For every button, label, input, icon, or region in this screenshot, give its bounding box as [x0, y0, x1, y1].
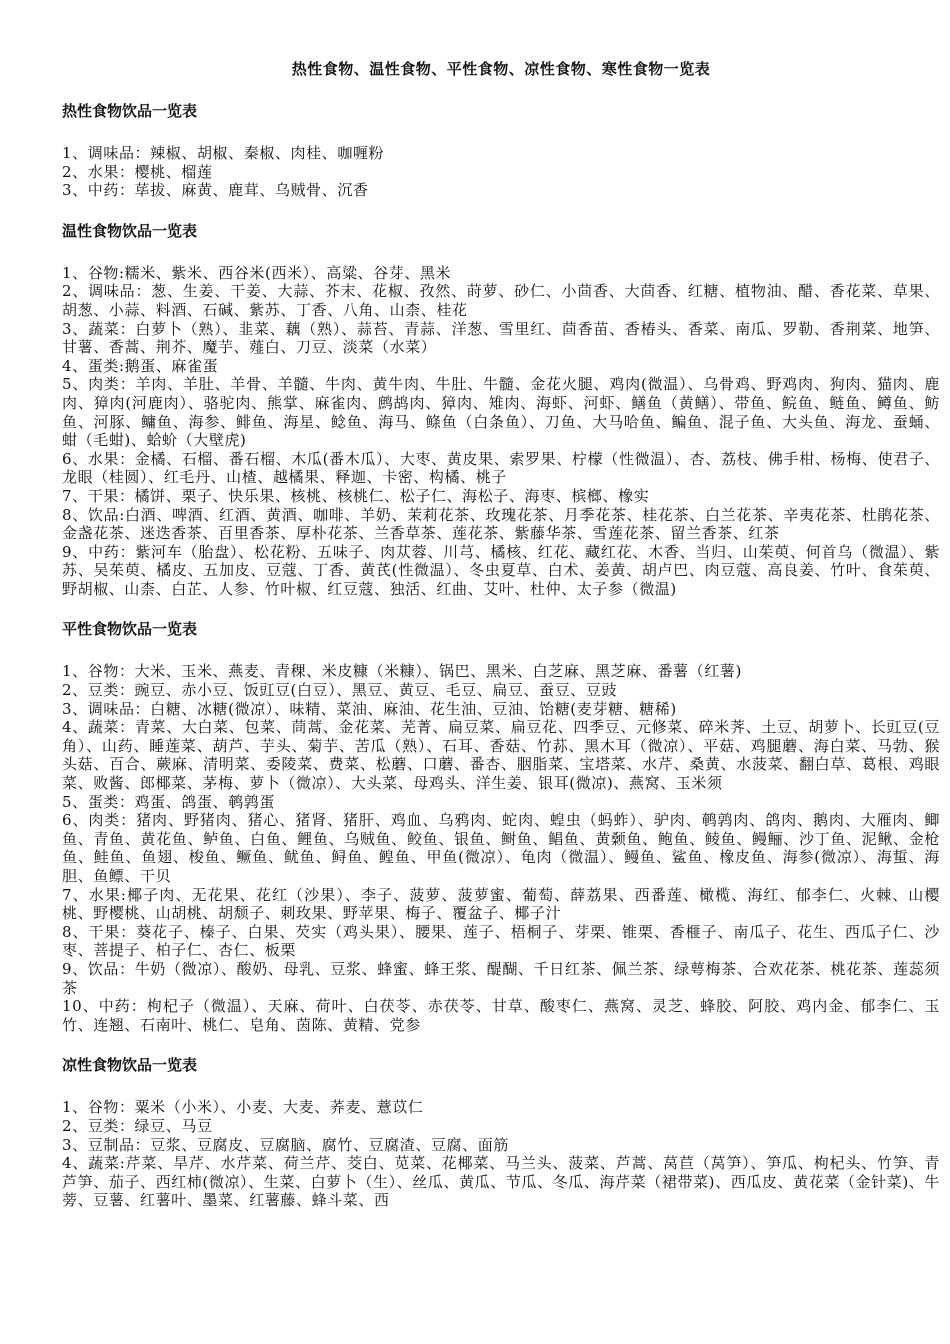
list-item: 4、蔬菜:芹菜、旱芹、水芹菜、荷兰芹、茭白、苋菜、花椰菜、马兰头、菠菜、芦蒿、莴苣（莴笋）、笋瓜、枸杞头、竹笋、青芦笋、茄子、西红柿(微凉）、生菜、白萝卜（生）、丝瓜、黄瓜、节瓜、冬瓜、海芹菜（裙带菜)、西瓜皮、黄花菜（金针菜)、牛蒡、豆薯、红薯叶、墨菜、红薯藤、蜂斗菜、西 — [62, 1154, 940, 1210]
list-item: 1、谷物：粟米（小米）、小麦、大麦、荞麦、薏苡仁 — [62, 1098, 424, 1117]
section-heading: 温性食物饮品一览表 — [62, 221, 198, 240]
list-item: 5、肉类：羊肉、羊肚、羊骨、羊髓、牛肉、黄牛肉、牛肚、牛髓、金花火腿、鸡肉(微温）、乌骨鸡、野鸡肉、狗肉、猫肉、鹿肉、獐肉(河鹿肉）、骆驼肉、熊掌、麻雀肉、鹧鸪肉、獐肉、雉肉、海虾、河虾、鳝鱼（黄鳝）、带鱼、鲩鱼、鲢鱼、鳟鱼、鲂鱼、河豚、鳙鱼、海参、鲱鱼、海星、鲶鱼、海马、鲦鱼（白条鱼）、刀鱼、大马哈鱼、鳊鱼、混子鱼、大头鱼、海龙、蚕蛹、蚶（毛蚶)、蛤蚧（大壁虎) — [62, 375, 940, 450]
list-item: 5、蛋类：鸡蛋、鸽蛋、鹌鹑蛋 — [62, 792, 275, 811]
list-item: 1、谷物:糯米、紫米、西谷米(西米）、高粱、谷芽、黑米 — [62, 263, 452, 282]
list-item: 7、干果：橘饼、栗子、快乐果、核桃、核桃仁、松子仁、海松子、海枣、槟榔、橡实 — [62, 486, 650, 505]
section-item-list — [62, 662, 940, 1034]
section-item-list — [62, 264, 940, 599]
list-item: 9、中药：紫河车（胎盘）、松花粉、五味子、肉苁蓉、川芎、橘核、红花、藏红花、木香、当归、山茱萸、何首乌（微温）、紫苏、吴茱萸、橘皮、五加皮、豆蔻、丁香、黄芪(性微温）、冬虫夏草、白术、姜黄、胡卢巴、肉豆蔻、高良姜、竹叶、食茱萸、野胡椒、山柰、白芷、人参、竹叶椒、红豆蔻、独活、红曲、艾叶、杜仲、太子参（微温) — [62, 542, 940, 598]
list-item: 4、蔬菜：青菜、大白菜、包菜、茼蒿、金花菜、芜菁、扁豆菜、扁豆花、四季豆、元修菜、碎米荠、土豆、胡萝卜、长豇豆(豆角）、山药、睡莲菜、葫芦、芋头、菊芋、苦瓜（熟）、石耳、香菇、竹荪、黑木耳（微凉）、平菇、鸡腿蘑、海白菜、马勃、猴头菇、百合、蕨麻、清明菜、委陵菜、费菜、松蘑、口蘑、番杏、胭脂菜、宝塔菜、水芹、桑黄、水菠菜、翻白草、葛根、鸡眼菜、败酱、郎椰菜、茅梅、萝卜（微凉）、大头菜、母鸡头、洋生姜、银耳(微凉)、燕窝、玉米须 — [62, 718, 940, 793]
list-item: 2、豆类：豌豆、赤小豆、饭豇豆(白豆）、黑豆、黄豆、毛豆、扁豆、蚕豆、豆豉 — [62, 681, 618, 700]
list-item: 6、水果：金橘、石榴、番石榴、木瓜(番木瓜）、大枣、黄皮果、索罗果、柠檬（性微温）、杏、荔枝、佛手柑、杨梅、使君子、龙眼（桂圆）、红毛丹、山楂、越橘果、释迦、卡密、构橘、桃子 — [62, 449, 940, 487]
list-item: 1、谷物：大米、玉米、燕麦、青稞、米皮糠（米糠）、锅巴、黑米、白芝麻、黑芝麻、番薯（红薯) — [62, 662, 742, 681]
list-item: 2、水果：樱桃、榴莲 — [62, 162, 213, 181]
list-item: 3、中药：荜拔、麻黄、鹿茸、乌贼骨、沉香 — [62, 181, 369, 200]
section-heading: 平性食物饮品一览表 — [62, 620, 198, 639]
document-title: 热性食物、温性食物、平性食物、凉性食物、寒性食物一览表 — [291, 60, 711, 78]
section-heading: 热性食物饮品一览表 — [62, 102, 198, 120]
section-heading: 凉性食物饮品一览表 — [62, 1056, 198, 1075]
list-item: 8、干果：葵花子、榛子、白果、芡实（鸡头果）、腰果、莲子、梧桐子、芽栗、锥栗、香榧子、南瓜子、花生、西瓜子仁、沙枣、菩提子、柏子仁、杏仁、板栗 — [62, 922, 940, 960]
sections-container — [62, 100, 940, 1210]
section-3 — [62, 618, 940, 1034]
list-item: 7、水果:椰子肉、无花果、花红（沙果）、李子、菠萝、菠萝蜜、葡萄、薛荔果、西番莲、橄榄、海红、郁李仁、火棘、山樱桃、野樱桃、山胡桃、胡颓子、刺玫果、野苹果、梅子、覆盆子、椰子汁 — [62, 885, 940, 923]
list-item: 9、饮品：牛奶（微凉）、酸奶、母乳、豆浆、蜂蜜、蜂王浆、醍醐、千日红茶、佩兰茶、绿萼梅茶、合欢花茶、桃花茶、莲蕊须茶 — [62, 959, 940, 997]
list-item: 1、调味品：辣椒、胡椒、秦椒、肉桂、咖喱粉 — [62, 144, 385, 162]
section-item-list — [62, 1098, 940, 1210]
list-item: 2、调味品：葱、生姜、干姜、大蒜、芥末、花椒、孜然、莳萝、砂仁、小茴香、大茴香、红糖、植物油、醋、香花菜、草果、胡葱、小蒜、料酒、石碱、紫苏、丁香、八角、山柰、桂花 — [62, 282, 940, 319]
list-item: 3、豆制品：豆浆、豆腐皮、豆腐脑、腐竹、豆腐渣、豆腐、面筋 — [62, 1135, 509, 1154]
list-item: 2、豆类：绿豆、马豆 — [62, 1116, 213, 1135]
section-1 — [62, 100, 940, 200]
list-item: 3、调味品：白糖、冰糖(微凉）、味精、菜油、麻油、花生油、豆油、饴糖(麦芽糖、糖稀) — [62, 699, 677, 718]
list-item: 8、饮品:白酒、啤酒、红酒、黄酒、咖啡、羊奶、茉莉花茶、玫瑰花茶、月季花茶、桂花茶、白兰花茶、辛夷花茶、杜鹃花茶、金盏花茶、迷迭香茶、百里香茶、厚朴花茶、兰香草茶、莲花茶、紫藤华茶、雪莲花茶、留兰香茶、红茶 — [62, 505, 940, 543]
list-item: 6、肉类：猪肉、野猪肉、猪心、猪肾、猪肝、鸡血、乌鸦肉、蛇肉、蝗虫（蚂蚱）、驴肉、鹌鹑肉、鸽肉、鹅肉、大雁肉、鲫鱼、青鱼、黄花鱼、鲈鱼、白鱼、鲤鱼、乌贼鱼、鲛鱼、银鱼、鲥鱼、鲳鱼、黄颡鱼、鲍鱼、鲮鱼、鳗鲡、沙丁鱼、泥鳅、金枪鱼、鲑鱼、鱼翅、梭鱼、鳜鱼、鱿鱼、鲟鱼、鳇鱼、甲鱼(微凉）、龟肉（微温）、鳗鱼、鲨鱼、橡皮鱼、海参(微凉）、海蜇、海胆、鱼鳔、干贝 — [62, 811, 940, 885]
section-2 — [62, 220, 940, 599]
list-item: 3、蔬菜：白萝卜（熟）、韭菜、藕（熟）、蒜苔、青蒜、洋葱、雪里红、茴香苗、香椿头、香菜、南瓜、罗勒、香荆菜、地笋、甘薯、香蒿、荆芥、魔芋、薤白、刀豆、淡菜（水菜） — [62, 319, 940, 357]
document-page — [62, 58, 940, 1230]
list-item: 4、蛋类:鹅蛋、麻雀蛋 — [62, 356, 219, 375]
section-4 — [62, 1054, 940, 1210]
section-item-list — [62, 144, 940, 200]
list-item: 10、中药：枸杞子（微温）、天麻、荷叶、白茯苓、赤茯苓、甘草、酸枣仁、燕窝、灵芝、蜂胶、阿胶、鸡内金、郁李仁、玉竹、连翘、石南叶、桃仁、皂角、茵陈、黄精、党参 — [62, 997, 940, 1034]
